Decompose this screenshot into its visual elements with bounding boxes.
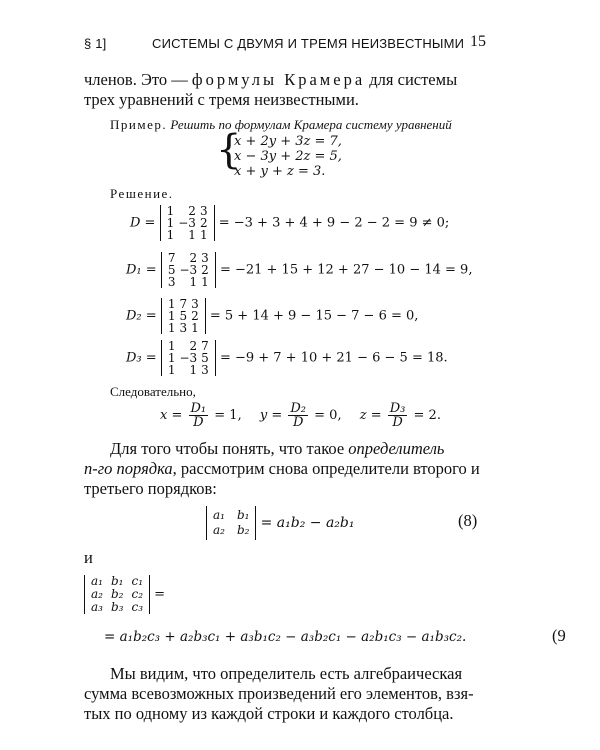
solution-values: x = $\frac{\text{D₁}}{D}$ = 1, y = $\frac{\text{D₂}}{D}$ = 0, z = $\frac{\text{D₃}}{D}$ = 2.	[160, 401, 441, 430]
det-D3: D₃ = 1 2 7 1 −3 5 1 1 3 = −9 + 7 + 10 + 21 − 6 − 5 = 18.	[126, 339, 448, 377]
det-D3-matrix: 1 2 7 1 −3 5 1 1 3	[161, 340, 216, 376]
para2-line-1: Для того чтобы понять, что такое определитель	[110, 439, 445, 458]
running-title: СИСТЕМЫ С ДВУМЯ И ТРЕМЯ НЕИЗВЕСТНЫМИ	[152, 36, 465, 51]
solution-label: Решение.	[110, 186, 174, 201]
para3-line-2: сумма всевозможных произведений его элементов, взя-	[84, 684, 474, 703]
det-D-matrix: 1 2 3 1 −3 2 1 1 1	[160, 205, 215, 241]
example-heading: Пример. Решить по формулам Крамера систему уравнений	[110, 117, 452, 132]
det-D: D = 1 2 3 1 −3 2 1 1 1 = −3 + 3 + 4 + 9 − 2 − 2 = 9 ≠ 0;	[130, 204, 450, 242]
det-D1: D₁ = 7 2 3 5 −3 2 3 1 1 = −21 + 15 + 12 + 27 − 10 − 14 = 9,	[126, 251, 473, 289]
para2-line-2: n-го порядка, рассмотрим снова определители второго и	[84, 459, 480, 478]
det-D2: D₂ = 1 7 3 1 5 2 1 3 1 = 5 + 14 + 9 − 15 − 7 − 6 = 0,	[126, 297, 419, 335]
cramer-emphasis: формулы Крамера	[191, 70, 366, 89]
equation-3: x + y + z = 3.	[234, 164, 326, 179]
formula-8-number: (8)	[458, 511, 478, 530]
formula-9-matrix: a₁ b₁ c₁ a₂ b₂ c₂ a₃ b₃ c₃	[84, 575, 150, 614]
conjunction: и	[84, 548, 93, 567]
page-number: 15	[470, 33, 486, 50]
det-D1-matrix: 7 2 3 5 −3 2 3 1 1	[161, 252, 216, 288]
para3-line-1: Мы видим, что определитель есть алгебраическая	[110, 664, 463, 683]
intro-line-1: членов. Это — формулы Крамера для системы	[84, 70, 458, 89]
formula-9-rhs: = a₁b₂c₃ + a₂b₃c₁ + a₃b₁c₂ − a₃b₂c₁ − a₂b₁c₃ − a₁b₃c₂.	[104, 629, 467, 645]
formula-9-lhs: a₁ b₁ c₁ a₂ b₂ c₂ a₃ b₃ c₃ =	[84, 575, 165, 614]
para2-line-3: третьего порядков:	[84, 479, 217, 498]
equation-1: x + 2y + 3z = 7,	[234, 134, 342, 149]
det-D2-matrix: 1 7 3 1 5 2 1 3 1	[161, 298, 206, 334]
section-ref: § 1]	[84, 36, 107, 51]
formula-8-matrix: a₁ b₁ a₂ b₂	[206, 506, 256, 540]
intro-line-2: трех уравнений с тремя неизвестными.	[84, 90, 359, 109]
formula-8: a₁ b₁ a₂ b₂ = a₁b₂ − a₂b₁	[206, 506, 355, 540]
consequently-label: Следовательно,	[110, 384, 196, 399]
para3-line-3: тых по одному из каждой строки и каждого столбца.	[84, 704, 454, 723]
system-brace: {	[216, 127, 242, 173]
formula-9-number: (9	[552, 626, 566, 645]
equation-2: x − 3y + 2z = 5,	[234, 149, 342, 164]
